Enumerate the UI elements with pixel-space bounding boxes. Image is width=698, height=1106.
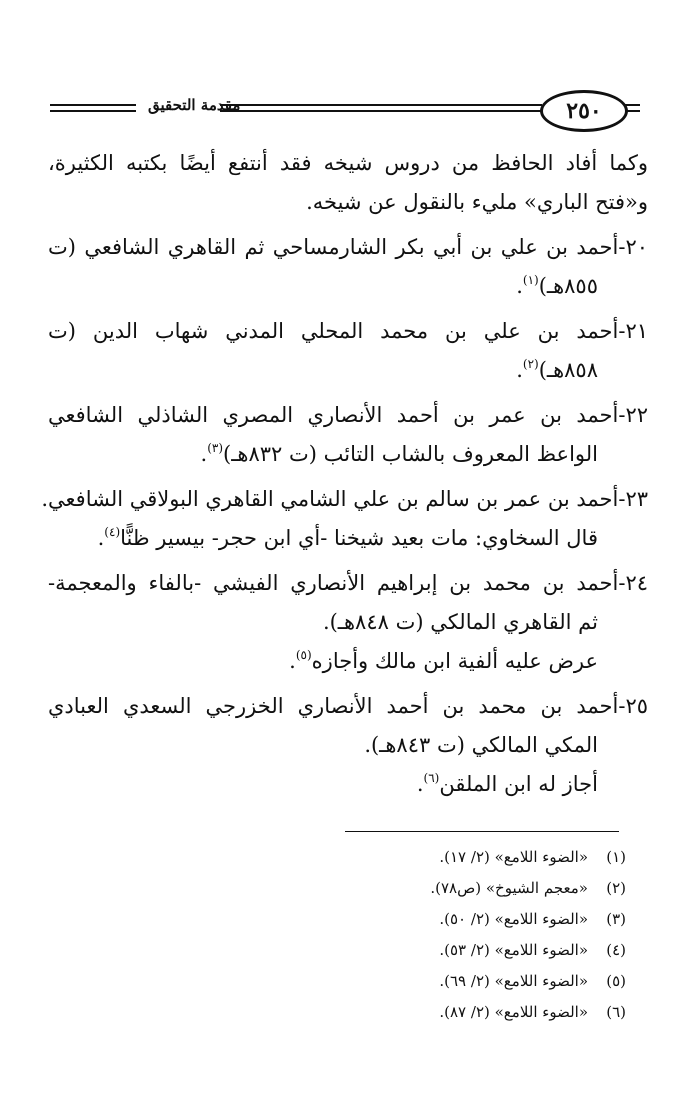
entry-20-line-1: ٢٠-أحمد بن علي بن أبي بكر الشارمساحي ثم القاهري الشافعي (ت [48,235,648,259]
footnotes [66,842,626,1028]
main-text [41,144,648,804]
footnote-ref-5: (٥) [295,648,312,662]
entry-24-line-2: ثم القاهري المالكي (ت ٨٤٨هـ). [322,610,598,634]
entry-25-note: أجاز له ابن الملقن [439,772,598,796]
entry-25-line-3: أجاز له ابن الملقن$^{(٦)}$. [416,771,598,796]
footnote-ref-1: (١) [522,273,539,287]
footnote-text: «الضوء اللامع» (٢/ ٦٩). [439,972,588,990]
entry-21-line-2: ٨٥٨هـ)$^{(٢)}$. [516,357,598,382]
entry-20-line-2: ٨٥٥هـ)$^{(١)}$. [516,273,598,298]
footnote-ref-3: (٣) [207,441,224,455]
paragraph-line-1: وكما أفاد الحافظ من دروس شيخه فقد أنتفع أيضًا بكتبه الكثيرة، [48,151,648,175]
entry-21-date: ٨٥٨هـ) [538,358,598,382]
paragraph-line-2: و«فتح الباري» مليء بالنقول عن شيخه. [306,190,648,214]
footnote-number: (٦) [606,1003,626,1021]
footnote-text: «الضوء اللامع» (٢/ ١٧). [439,848,588,866]
footnote-ref-6: (٦) [423,771,440,785]
footnote-text: «الضوء اللامع» (٢/ ٥٣). [439,941,588,959]
entry-24-note: عرض عليه ألفية ابن مالك وأجازه [311,649,598,673]
footnote-number: (١) [606,848,626,866]
footnote-number: (٢) [606,879,626,897]
entry-25-line-2: المكي المالكي (ت ٨٤٣هـ). [364,733,598,757]
footnote-number: (٣) [606,910,626,928]
entry-20-date: ٨٥٥هـ) [538,274,598,298]
entry-24-line-3: عرض عليه ألفية ابن مالك وأجازه$^{(٥)}$. [289,648,598,673]
header-rule-left-2 [50,110,136,112]
footnote-3 [66,904,626,935]
footnote-ref-4: (٤) [104,525,121,539]
running-title: مقدمة التحقيق [148,96,241,114]
page-header [50,82,640,138]
footnote-text: «الضوء اللامع» (٢/ ٨٧). [439,1003,588,1021]
header-rule-middle-1 [220,104,542,106]
entry-23-text: قال السخاوي: مات بعيد شيخنا -أي ابن حجر- بيسير ظنًّا [120,526,598,550]
footnote-ref-2: (٢) [522,357,539,371]
footnote-6 [66,997,626,1028]
page-number: ٢٥٠ [566,98,602,124]
footnote-number: (٥) [606,972,626,990]
footnote-2 [66,873,626,904]
entry-24-line-1: ٢٤-أحمد بن محمد بن إبراهيم الأنصاري الفيشي -بالفاء والمعجمة- [48,571,648,595]
entry-23-line-2: قال السخاوي: مات بعيد شيخنا -أي ابن حجر- بيسير ظنًّا$^{(٤)}$. [97,525,598,550]
entry-22-line-1: ٢٢-أحمد بن عمر بن أحمد الأنصاري المصري الشاذلي الشافعي [48,403,648,427]
footnote-separator [345,831,619,832]
header-rule-middle-2 [220,110,542,112]
entry-25-line-1: ٢٥-أحمد بن محمد بن أحمد الأنصاري الخزرجي السعدي العبادي [48,694,648,718]
footnote-text: «الضوء اللامع» (٢/ ٥٠). [439,910,588,928]
page-number-badge [540,90,628,132]
footnote-5 [66,966,626,997]
footnote-text: «معجم الشيوخ» (ص٧٨). [430,879,588,897]
footnote-number: (٤) [606,941,626,959]
entry-22-line-2: الواعظ المعروف بالشاب التائب (ت ٨٣٢هـ)$^{(٣)}$. [200,441,598,466]
entry-22-text: الواعظ المعروف بالشاب التائب (ت ٨٣٢هـ) [223,442,598,466]
entry-21-line-1: ٢١-أحمد بن علي بن محمد المحلي المدني شهاب الدين (ت [48,319,648,343]
footnote-4 [66,935,626,966]
footnote-1 [66,842,626,873]
header-rule-left-1 [50,104,136,106]
entry-23-line-1: ٢٣-أحمد بن عمر بن سالم بن علي الشامي القاهري البولاقي الشافعي. [41,487,648,511]
